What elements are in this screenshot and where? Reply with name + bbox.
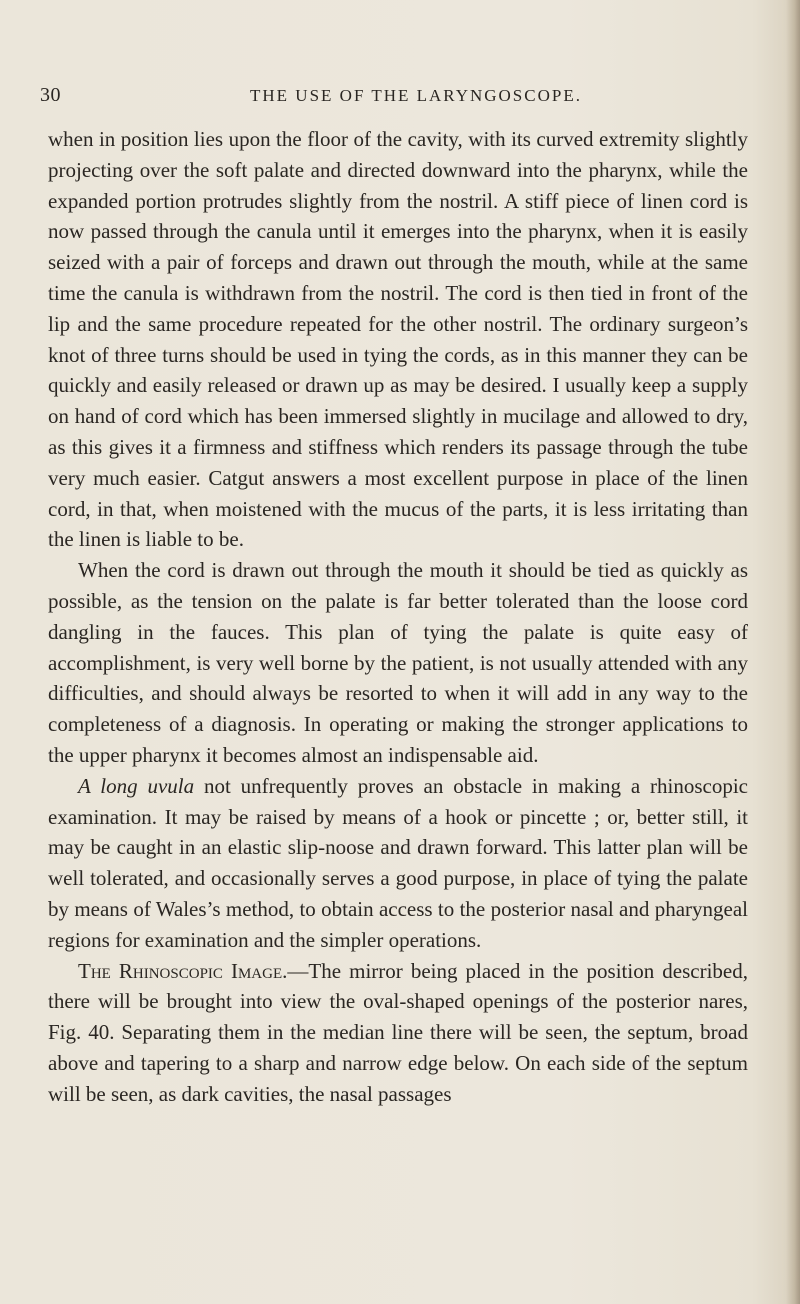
section-heading-rhinoscopic-image: The Rhinoscopic Image.	[78, 958, 288, 983]
paragraph-4	[48, 956, 748, 1110]
paragraph-4-text: —The mirror being placed in the position described, there will be brought into view the oval-shaped openings of the posterior nares, Fig. 40. Separating them in the median line there will be seen, the septum, broad above and tapering to a sharp and narrow edge below. On each side of the septum will be seen, as dark cavities, the nasal passages	[48, 958, 748, 1106]
running-head: THE USE OF THE LARYNGOSCOPE.	[250, 86, 582, 105]
paragraph-3-italic-lead: A long uvula	[78, 773, 195, 798]
page-header	[40, 84, 760, 114]
page-edge-shadow	[786, 0, 800, 1304]
page-number: 30	[40, 84, 61, 106]
paragraph-2: When the cord is drawn out through the mouth it should be tied as quickly as possible, as the tension on the palate is far better tolerated than the loose cord dangling in the fauces. This plan of tying the palate is quite easy of accomplishment, is very well borne by the patient, is not usually attended with any difficulties, and should always be resorted to when it will add in any way to the completeness of a diagnosis. In operating or making the stronger applications to the upper pharynx it becomes almost an indispensable aid.	[48, 558, 748, 767]
paragraph-1: when in position lies upon the floor of the cavity, with its curved extremity slightly projecting over the soft palate and directed downward into the pharynx, while the expanded portion protrudes slightly from the nostril. A stiff piece of linen cord is now passed through the canula until it emerges into the pharynx, when it is easily seized with a pair of forceps and drawn out through the mouth, while at the same time the canula is withdrawn from the nostril. The cord is then tied in front of the lip and the same procedure repeated for the other nostril. The ordinary surgeon’s knot of three turns should be used in tying the cords, as in this manner they can be quickly and easily released or drawn up as may be desired. I usually keep a supply on hand of cord which has been immersed slightly in mucilage and allowed to dry, as this gives it a firmness and stiffness which renders its passage through the tube very much easier. Catgut answers a most excellent purpose in place of the linen cord, in that, when moistened with the mucus of the parts, it is less irritating than the linen is liable to be.	[48, 127, 748, 552]
body-text	[48, 124, 748, 1110]
paragraph-3-text: not unfrequently proves an obstacle in making a rhinoscopic examination. It may be raised by means of a hook or pincette ; or, better still, it may be caught in an elastic slip-noose and drawn forward. This latter plan will be well tolerated, and occasionally serves a good purpose, in place of tying the palate by means of Wales’s method, to obtain access to the posterior nasal and pharyngeal regions for examination and the simpler operations.	[48, 773, 748, 952]
paragraph-3	[48, 771, 748, 956]
